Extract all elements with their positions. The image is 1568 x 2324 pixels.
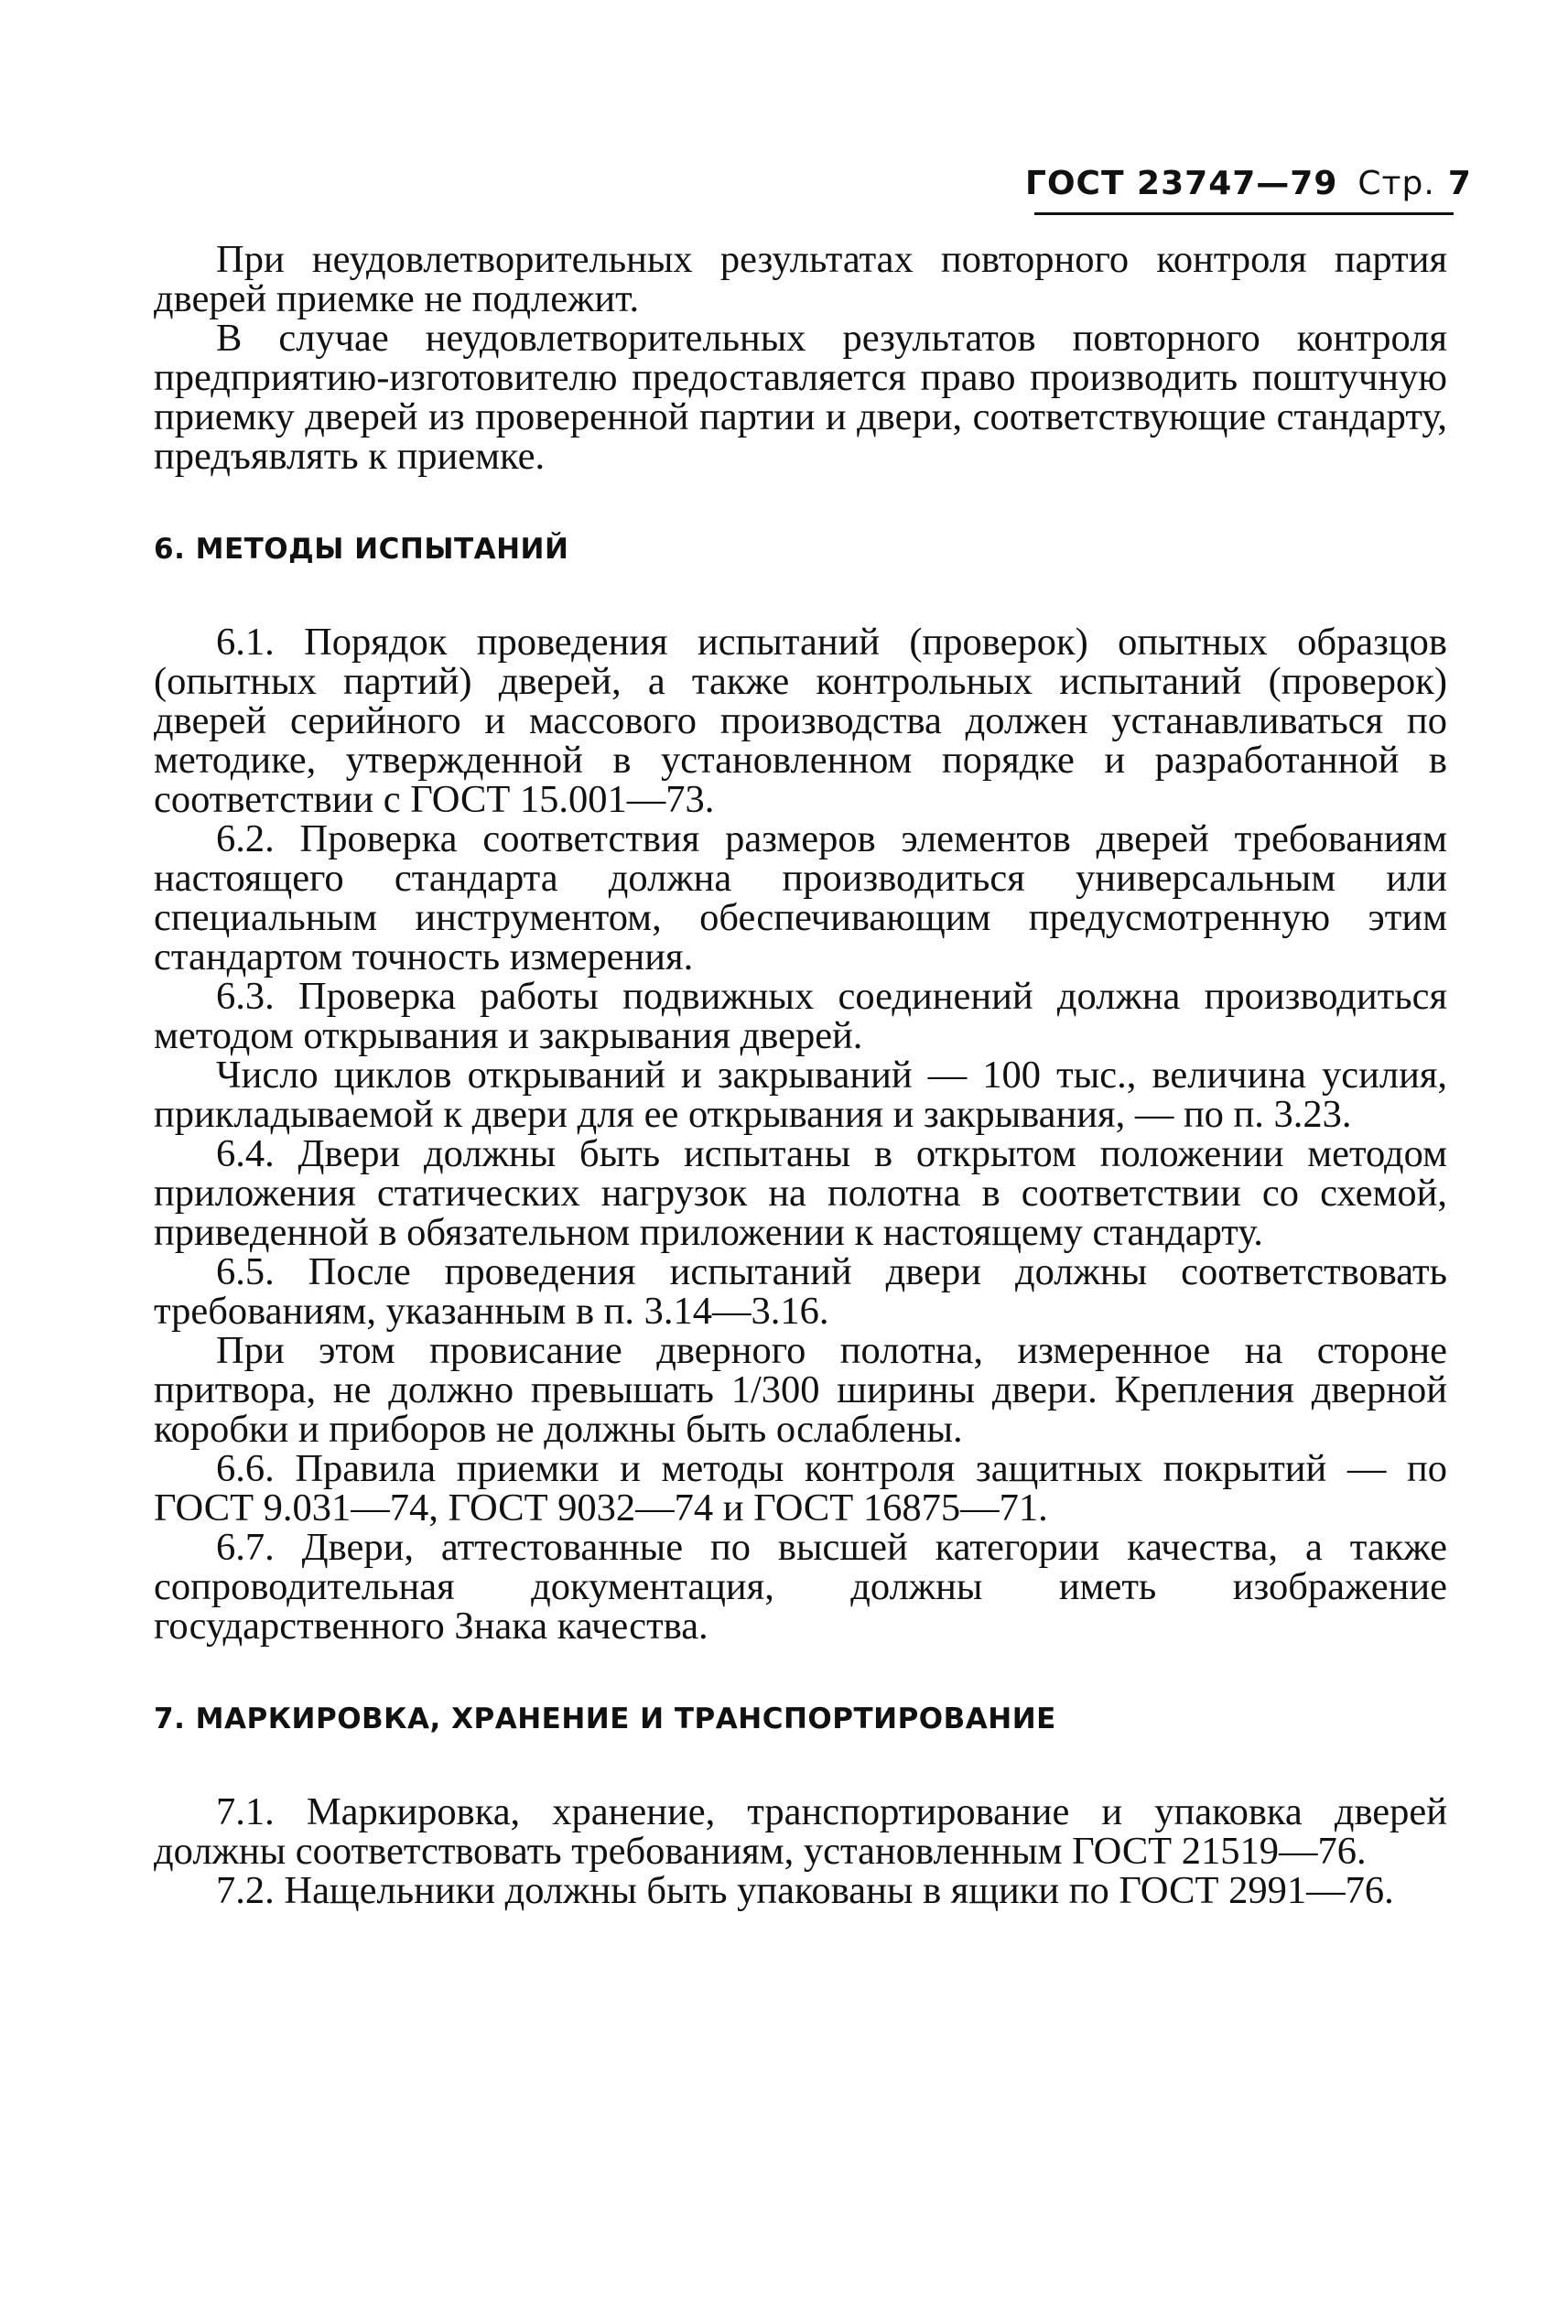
page-header	[1025, 165, 1472, 202]
clause-7-1: 7.1. Маркировка, хранение, транспортирование и упаковка дверей должны соответствовать требованиям, установленным ГОСТ 21519—76.	[154, 1790, 1447, 1873]
page-label: Стр.	[1357, 165, 1435, 202]
clause-6-3: 6.3. Проверка работы подвижных соединений должна производиться методом открывания и закрывания дверей.	[154, 975, 1447, 1057]
paragraph-rejection: При неудовлетворительных результатах повторного контроля партия дверей приемке не подлежит.	[154, 238, 1447, 320]
section-title-marking: 7. МАРКИРОВКА, ХРАНЕНИЕ И ТРАНСПОРТИРОВАНИЕ	[154, 1702, 1056, 1735]
clause-6-7: 6.7. Двери, аттестованные по высшей категории качества, а также сопроводительная документация, должны иметь изображение государственного Знака качества.	[154, 1526, 1447, 1648]
clause-6-1: 6.1. Порядок проведения испытаний (проверок) опытных образцов (опытных партий) дверей, а также контрольных испытаний (проверок) дверей серийного и массового производства должен устанавливаться по методике, утвержденной в установленном порядке и разработанной в соответствии с ГОСТ 15.001—73.	[154, 621, 1447, 821]
clause-6-6: 6.6. Правила приемки и методы контроля защитных покрытий — по ГОСТ 9.031—74, ГОСТ 9032—74 и ГОСТ 16875—71.	[154, 1447, 1447, 1530]
clause-6-3-cycles: Число циклов открываний и закрываний — 100 тыс., величина усилия, прикладываемой к двери для ее открывания и закрывания, — по п. 3.23.	[154, 1054, 1447, 1136]
clause-6-5-sag: При этом провисание дверного полотна, измеренное на стороне притвора, не должно превышать 1/300 ширины двери. Крепления дверной коробки и приборов не должны быть ослаблены.	[154, 1329, 1447, 1451]
clause-6-4: 6.4. Двери должны быть испытаны в открытом положении методом приложения статических нагрузок на полотна в соответствии со схемой, приведенной в обязательном приложении к настоящему стандарту.	[154, 1132, 1447, 1254]
section-title-test-methods: 6. МЕТОДЫ ИСПЫТАНИЙ	[154, 533, 569, 566]
clause-7-2: 7.2. Нащельники должны быть упакованы в ящики по ГОСТ 2991—76.	[216, 1869, 1394, 1912]
header-rule	[1034, 212, 1454, 215]
paragraph-piecewise-acceptance: В случае неудовлетворительных результатов повторного контроля предприятию-изготовителю предоставляется право производить поштучную приемку дверей из проверенной партии и двери, соответствующие стандарту, предъявлять к приемке.	[154, 317, 1447, 478]
clause-6-2: 6.2. Проверка соответствия размеров элементов дверей требованиям настоящего стандарта должна производиться универсальным или специальным инструментом, обеспечивающим предусмотренную этим стандартом точность измерения.	[154, 817, 1447, 978]
document-body	[154, 240, 1447, 1910]
clause-6-5: 6.5. После проведения испытаний двери должны соответствовать требованиям, указанным в п. 3.14—3.16.	[154, 1250, 1447, 1333]
page-number: 7	[1447, 165, 1472, 202]
document-code: ГОСТ 23747—79	[1025, 165, 1338, 202]
